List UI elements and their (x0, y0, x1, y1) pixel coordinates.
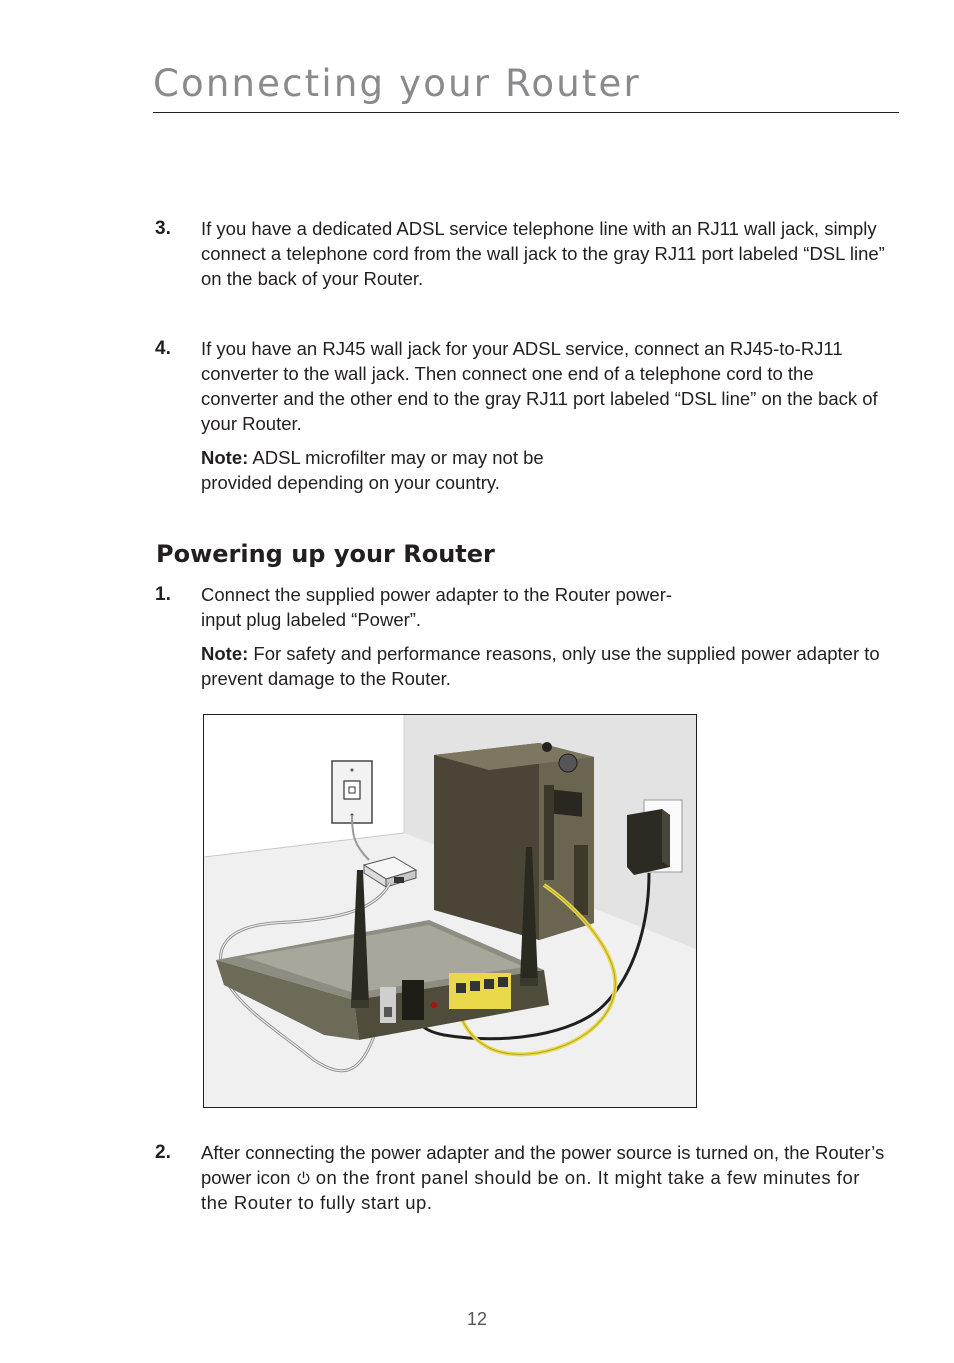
step-number: 4. (155, 338, 171, 359)
wall-jack (332, 761, 372, 823)
step-number: 2. (155, 1142, 171, 1163)
page-header-title: Connecting your Router (153, 62, 641, 105)
computer-tower (434, 742, 594, 940)
page-number: 12 (466, 1309, 488, 1329)
step-note (201, 445, 601, 495)
step-number: 3. (155, 218, 171, 239)
step-note (201, 641, 890, 691)
power-icon (296, 1170, 311, 1186)
note-label: Note: (201, 447, 249, 468)
section-heading: Powering up your Router (156, 540, 495, 568)
note-text: ADSL microfilter may or may not be provided depending on your country. (201, 447, 544, 493)
step-text-after: on the front panel should be on. It might take a few minutes for the Router to fully start up. (201, 1167, 860, 1213)
step-text: If you have an RJ45 wall jack for your ADSL service, connect an RJ45-to-RJ11 converter to the wall jack. Then connect one end of a telephone cord to the converter and the other end to the gray RJ11 port labeled “DSL line” on the back of your Router. (201, 338, 878, 434)
step-text-before: After connecting the power adapter and the power source is turned on, the Router’s power icon (201, 1142, 885, 1188)
step-text: Connect the supplied power adapter to the Router power-input plug labeled “Power”. (201, 584, 673, 630)
step-number: 1. (155, 584, 171, 605)
router-connection-illustration (203, 714, 697, 1108)
header-divider (153, 112, 899, 113)
step-text: If you have a dedicated ADSL service telephone line with an RJ11 wall jack, simply connect a telephone cord from the wall jack to the gray RJ11 port labeled “DSL line” on the back of your Router. (201, 218, 885, 289)
step-item (155, 582, 890, 691)
step-text (201, 1140, 890, 1215)
step-item (155, 336, 890, 495)
step-item (155, 216, 890, 291)
note-label: Note: (201, 643, 249, 664)
step-item (155, 1140, 890, 1215)
note-text: For safety and performance reasons, only use the supplied power adapter to prevent damage to the Router. (201, 643, 880, 689)
